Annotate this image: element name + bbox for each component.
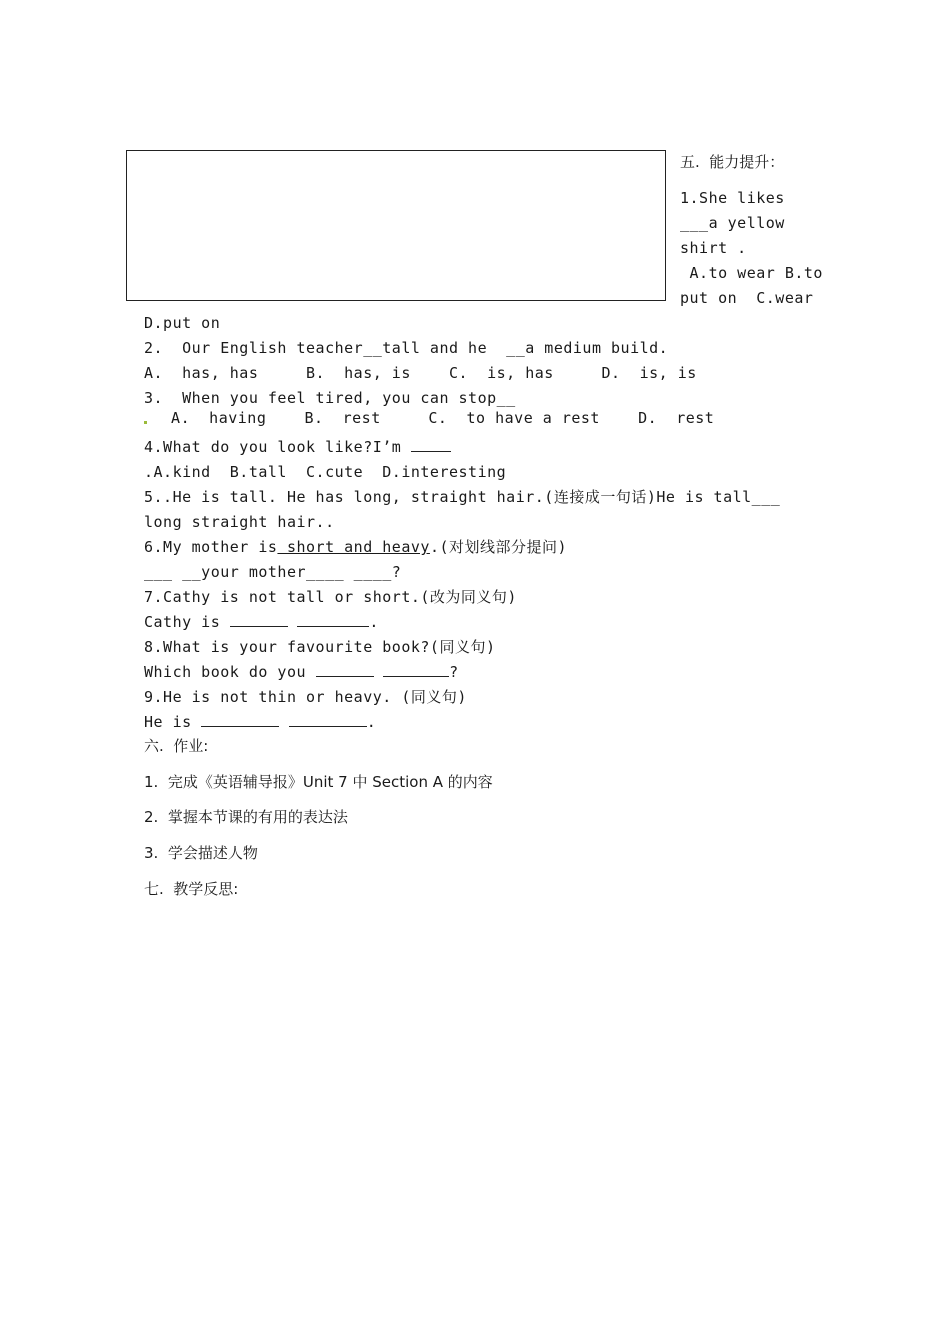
q1-line-1: 1.She likes (680, 189, 785, 207)
q4-blank (411, 437, 451, 452)
q6-answer: ___ __your mother____ ____? (144, 563, 402, 581)
q8-blank-1 (316, 662, 374, 677)
q4-options: .A.kind B.tall C.cute D.interesting (144, 463, 507, 481)
q9-stem: 9.He is not thin or heavy. (同义句) (144, 688, 467, 706)
q9-answer-pre: He is (144, 713, 202, 731)
q2-options: A. has, has B. has, is C. is, has D. is, is (144, 364, 697, 382)
q6-underlined: short and heavy (277, 538, 430, 556)
q7-stem: 7.Cathy is not tall or short.(改为同义句) (144, 588, 517, 606)
q9-answer-line: He is . (144, 713, 377, 731)
q8-answer-line: Which book do you ? (144, 663, 459, 681)
q1-line-5: put on C.wear (680, 289, 814, 307)
q8-blank-2 (383, 662, 449, 677)
section6-heading: 六. 作业: (144, 737, 209, 755)
q9-blank-1 (201, 712, 279, 727)
q7-answer-line: Cathy is . (144, 613, 379, 631)
q6-stem-line (144, 537, 567, 557)
q3-options: A. having B. rest C. to have a rest D. rest (152, 409, 715, 427)
section5-heading: 五. 能力提升： (680, 153, 785, 171)
q5-cont: long straight hair.. (144, 513, 335, 531)
empty-answer-box (126, 150, 666, 301)
homework-item-2: 2. 掌握本节课的有用的表达法 (144, 808, 348, 826)
q1-line-3: shirt . (680, 239, 747, 257)
q8-answer-pre: Which book do you (144, 663, 316, 681)
q3-stem: 3. When you feel tired, you can stop__ (144, 389, 516, 407)
q9-blank-2 (289, 712, 367, 727)
q1-line-2: ___a yellow (680, 214, 785, 232)
q1-line-6: D.put on (144, 314, 221, 332)
q4-stem: 4.What do you look like?I’m (144, 438, 411, 456)
q1-line-4: A.to wear B.to (680, 264, 823, 282)
q5-stem: 5..He is tall. He has long, straight hair.(连接成一句话)He is tall___ (144, 488, 781, 506)
homework-item-1: 1. 完成《英语辅导报》Unit 7 中 Section A 的内容 (144, 773, 493, 791)
q7-blank-2 (297, 612, 369, 627)
q2-stem: 2. Our English teacher__tall and he __a medium build. (144, 339, 669, 357)
homework-item-3: 3. 学会描述人物 (144, 844, 258, 862)
q6-post: .(对划线部分提问) (429, 538, 568, 556)
q6-pre: 6.My mother is (144, 538, 278, 556)
q7-blank-1 (230, 612, 288, 627)
q4-stem-line (144, 437, 451, 457)
q8-stem: 8.What is your favourite book?(同义句) (144, 638, 496, 656)
q7-answer-pre: Cathy is (144, 613, 230, 631)
section7-heading: 七. 教学反思: (144, 880, 239, 898)
stray-mark (144, 421, 147, 424)
